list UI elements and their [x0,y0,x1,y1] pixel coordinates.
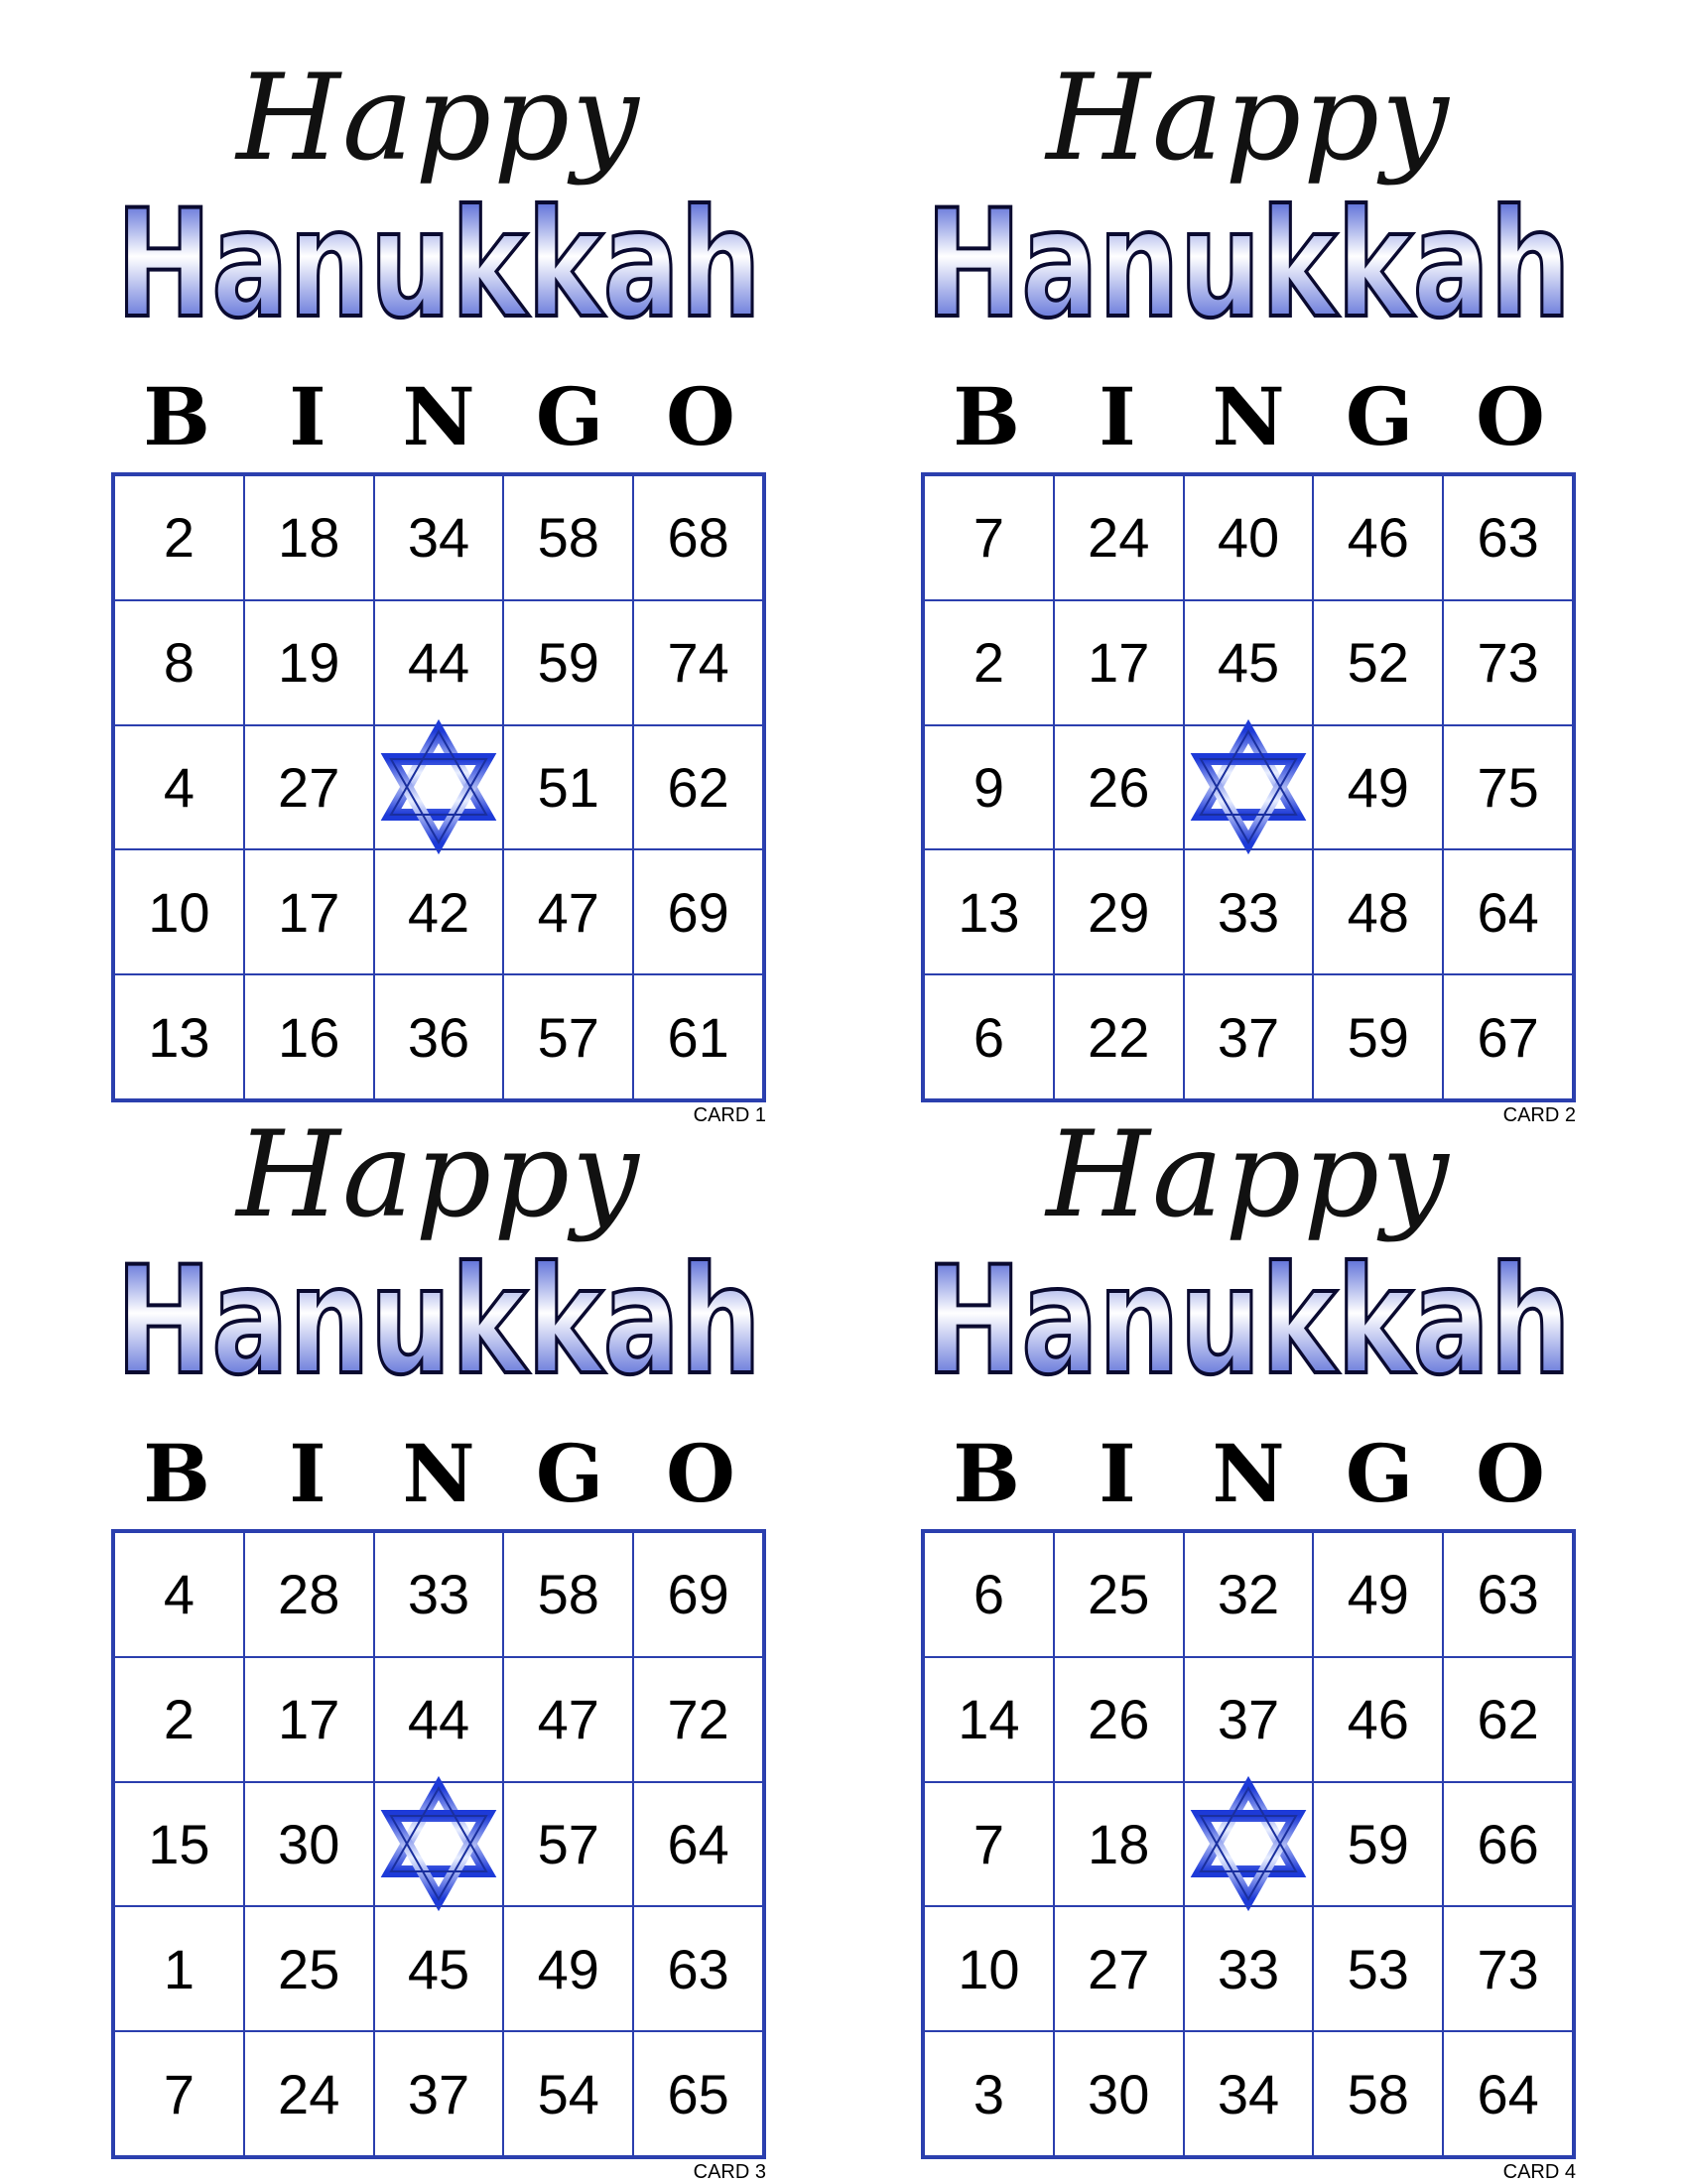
bingo-cell[interactable]: 3 [924,2031,1054,2156]
bingo-cell[interactable]: 36 [374,974,504,1099]
bingo-header-letter: N [402,370,475,463]
bingo-cell[interactable]: 59 [1313,974,1443,1099]
title-happy: Happy [236,1106,641,1244]
bingo-grid [111,1529,766,2159]
bingo-cell[interactable]: 58 [1313,2031,1443,2156]
card-label: CARD 3 [693,2161,766,2183]
bingo-cell[interactable]: 19 [244,600,374,725]
title-happy: Happy [1046,50,1451,188]
title-hanukkah [111,1235,766,1408]
bingo-cell[interactable]: 59 [1313,1782,1443,1907]
bingo-header [111,1424,766,1523]
free-space[interactable] [1184,725,1314,850]
bingo-grid [921,472,1576,1102]
bingo-cell[interactable]: 46 [1313,1657,1443,1782]
bingo-cell[interactable]: 8 [114,600,244,725]
bingo-cell[interactable]: 25 [244,1906,374,2031]
bingo-header-letter: G [535,1427,604,1520]
bingo-cell[interactable]: 16 [244,974,374,1099]
bingo-header-letter: O [666,1427,735,1520]
bingo-cell[interactable]: 1 [114,1906,244,2031]
bingo-header-letter: G [1345,1427,1414,1520]
bingo-cell[interactable]: 65 [633,2031,763,2156]
bingo-cell[interactable]: 44 [374,1657,504,1782]
bingo-cell[interactable]: 47 [503,1657,633,1782]
bingo-cell[interactable]: 30 [1054,2031,1184,2156]
bingo-cell[interactable]: 42 [374,849,504,974]
bingo-header-letter: I [1099,370,1136,463]
bingo-cell[interactable]: 37 [1184,974,1314,1099]
svg-text:Hanukkah: Hanukkah [926,1235,1571,1408]
bingo-cell[interactable]: 2 [924,600,1054,725]
bingo-cell[interactable]: 27 [244,725,374,850]
bingo-cell[interactable]: 48 [1313,849,1443,974]
bingo-cell[interactable]: 17 [244,1657,374,1782]
bingo-cell[interactable]: 30 [244,1782,374,1907]
bingo-cell[interactable]: 13 [114,974,244,1099]
bingo-cell[interactable]: 22 [1054,974,1184,1099]
bingo-cell[interactable]: 33 [1184,849,1314,974]
title-hanukkah [921,179,1576,351]
bingo-cell[interactable]: 28 [244,1532,374,1657]
bingo-cell[interactable]: 62 [1443,1657,1573,1782]
bingo-cell[interactable]: 17 [1054,600,1184,725]
bingo-cell[interactable]: 37 [1184,1657,1314,1782]
bingo-header-letter: N [1212,1427,1285,1520]
bingo-cell[interactable]: 74 [633,600,763,725]
bingo-cell[interactable]: 63 [1443,1532,1573,1657]
bingo-cell[interactable]: 62 [633,725,763,850]
bingo-cell[interactable]: 4 [114,1532,244,1657]
bingo-cell[interactable]: 24 [244,2031,374,2156]
bingo-cell[interactable]: 73 [1443,1906,1573,2031]
bingo-cell[interactable]: 33 [1184,1906,1314,2031]
bingo-header-letter: N [1212,370,1285,463]
bingo-header-letter: O [666,370,735,463]
bingo-header-letter: G [535,370,604,463]
bingo-cell[interactable]: 6 [924,974,1054,1099]
bingo-cell[interactable]: 13 [924,849,1054,974]
bingo-header-letter: I [289,370,326,463]
bingo-cell[interactable]: 57 [503,974,633,1099]
bingo-header-letter: O [1476,370,1545,463]
bingo-cell[interactable]: 52 [1313,600,1443,725]
bingo-cell[interactable]: 34 [374,475,504,600]
bingo-cell[interactable]: 73 [1443,600,1573,725]
bingo-header-letter: N [402,1427,475,1520]
bingo-card [921,1096,1576,2183]
bingo-cell[interactable]: 45 [1184,600,1314,725]
bingo-cell[interactable]: 32 [1184,1532,1314,1657]
bingo-cell[interactable]: 17 [244,849,374,974]
bingo-grid [921,1529,1576,2159]
svg-text:Hanukkah: Hanukkah [116,1235,761,1408]
bingo-header-letter: G [1345,370,1414,463]
bingo-cell[interactable]: 57 [503,1782,633,1907]
bingo-cell[interactable]: 10 [924,1906,1054,2031]
bingo-cell[interactable]: 45 [374,1906,504,2031]
card-label: CARD 4 [1502,2161,1576,2183]
bingo-cell[interactable]: 58 [503,1532,633,1657]
bingo-header [111,367,766,466]
card-label: CARD 1 [693,1104,766,1126]
free-space[interactable] [1184,1782,1314,1907]
bingo-cell[interactable]: 34 [1184,2031,1314,2156]
svg-text:Hanukkah: Hanukkah [926,179,1571,351]
bingo-cell[interactable]: 63 [633,1906,763,2031]
bingo-cell[interactable]: 58 [503,475,633,600]
bingo-cell[interactable]: 61 [633,974,763,1099]
bingo-cell[interactable]: 24 [1054,475,1184,600]
star-of-david-icon [1194,1784,1303,1903]
bingo-cell[interactable]: 26 [1054,725,1184,850]
bingo-cell[interactable]: 64 [1443,2031,1573,2156]
bingo-cell[interactable]: 59 [503,600,633,725]
bingo-cell[interactable]: 64 [1443,849,1573,974]
bingo-cell[interactable]: 51 [503,725,633,850]
bingo-cell[interactable]: 25 [1054,1532,1184,1657]
bingo-cell[interactable]: 67 [1443,974,1573,1099]
bingo-cell[interactable]: 7 [924,1782,1054,1907]
bingo-cell[interactable]: 29 [1054,849,1184,974]
free-space[interactable] [374,1782,504,1907]
bingo-cell[interactable]: 2 [114,1657,244,1782]
bingo-header-letter: B [953,1427,1020,1520]
bingo-cell[interactable]: 69 [633,1532,763,1657]
bingo-cell[interactable]: 40 [1184,475,1314,600]
bingo-cell[interactable]: 33 [374,1532,504,1657]
bingo-cell[interactable]: 14 [924,1657,1054,1782]
title-happy: Happy [1046,1106,1451,1244]
bingo-header-letter: B [953,370,1020,463]
bingo-cell[interactable]: 15 [114,1782,244,1907]
bingo-card [111,1096,766,2183]
bingo-cell[interactable]: 64 [633,1782,763,1907]
bingo-cell[interactable]: 44 [374,600,504,725]
bingo-cell[interactable]: 27 [1054,1906,1184,2031]
bingo-cell[interactable]: 7 [114,2031,244,2156]
bingo-cell[interactable]: 18 [1054,1782,1184,1907]
star-of-david-icon [1194,727,1303,846]
bingo-cell[interactable]: 54 [503,2031,633,2156]
bingo-card [111,40,766,1126]
bingo-header [921,367,1576,466]
bingo-cell[interactable]: 72 [633,1657,763,1782]
svg-text:Hanukkah: Hanukkah [116,179,761,351]
bingo-header-letter: B [143,1427,210,1520]
bingo-header-letter: B [143,370,210,463]
bingo-cell[interactable]: 49 [1313,1532,1443,1657]
bingo-header [921,1424,1576,1523]
bingo-cell[interactable]: 49 [1313,725,1443,850]
star-of-david-icon [384,1784,493,1903]
bingo-cell[interactable]: 26 [1054,1657,1184,1782]
bingo-cell[interactable]: 75 [1443,725,1573,850]
title-happy: Happy [236,50,641,188]
bingo-cell[interactable]: 9 [924,725,1054,850]
bingo-cell[interactable]: 63 [1443,475,1573,600]
bingo-cell[interactable]: 68 [633,475,763,600]
bingo-cell[interactable]: 4 [114,725,244,850]
title-hanukkah [111,179,766,351]
bingo-cell[interactable]: 53 [1313,1906,1443,2031]
free-space[interactable] [374,725,504,850]
star-of-david-icon [384,727,493,846]
bingo-cell[interactable]: 18 [244,475,374,600]
bingo-header-letter: I [1099,1427,1136,1520]
bingo-cell[interactable]: 46 [1313,475,1443,600]
bingo-cell[interactable]: 47 [503,849,633,974]
bingo-cell[interactable]: 37 [374,2031,504,2156]
bingo-cell[interactable]: 66 [1443,1782,1573,1907]
bingo-cell[interactable]: 7 [924,475,1054,600]
title-hanukkah [921,1235,1576,1408]
bingo-header-letter: O [1476,1427,1545,1520]
bingo-cell[interactable]: 49 [503,1906,633,2031]
bingo-cell[interactable]: 6 [924,1532,1054,1657]
bingo-header-letter: I [289,1427,326,1520]
bingo-card [921,40,1576,1126]
card-label: CARD 2 [1502,1104,1576,1126]
bingo-cell[interactable]: 69 [633,849,763,974]
bingo-grid [111,472,766,1102]
bingo-cell[interactable]: 2 [114,475,244,600]
bingo-cell[interactable]: 10 [114,849,244,974]
